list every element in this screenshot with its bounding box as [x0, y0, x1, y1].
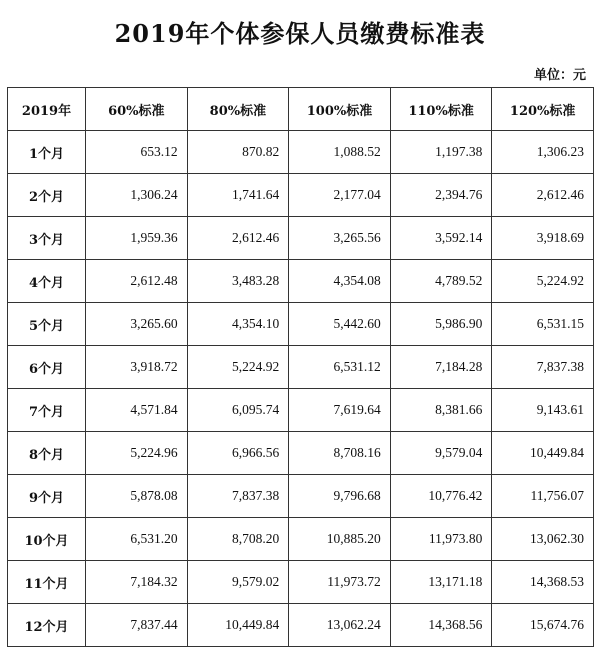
- column-header: 120%标准: [492, 88, 594, 131]
- table-cell: 11,756.07: [492, 475, 594, 518]
- table-cell: 3,918.72: [86, 346, 188, 389]
- table-cell: 4,354.10: [187, 303, 289, 346]
- table-cell: 8,708.20: [187, 518, 289, 561]
- table-cell: 15,674.76: [492, 604, 594, 647]
- table-cell: 6,966.56: [187, 432, 289, 475]
- table-cell: 9,143.61: [492, 389, 594, 432]
- table-cell: 2,612.48: [86, 260, 188, 303]
- table-cell: 10,449.84: [187, 604, 289, 647]
- table-row: [8, 131, 594, 174]
- column-header: 80%标准: [187, 88, 289, 131]
- table-cell: 5,986.90: [390, 303, 492, 346]
- table-cell: 4,571.84: [86, 389, 188, 432]
- table-cell: 2,394.76: [390, 174, 492, 217]
- table-cell: 5,224.92: [187, 346, 289, 389]
- table-cell: 8,381.66: [390, 389, 492, 432]
- table-cell: 9,796.68: [289, 475, 391, 518]
- row-label: 2个月: [8, 174, 86, 217]
- table-cell: 6,531.12: [289, 346, 391, 389]
- table-cell: 7,184.32: [86, 561, 188, 604]
- table-cell: 13,062.30: [492, 518, 594, 561]
- table-cell: 3,918.69: [492, 217, 594, 260]
- table-cell: 10,776.42: [390, 475, 492, 518]
- table-cell: 3,265.56: [289, 217, 391, 260]
- table-row: [8, 432, 594, 475]
- column-header: 60%标准: [86, 88, 188, 131]
- table-cell: 4,789.52: [390, 260, 492, 303]
- row-label: 11个月: [8, 561, 86, 604]
- row-label: 4个月: [8, 260, 86, 303]
- table-cell: 4,354.08: [289, 260, 391, 303]
- table-cell: 7,837.44: [86, 604, 188, 647]
- row-label: 1个月: [8, 131, 86, 174]
- table-cell: 10,449.84: [492, 432, 594, 475]
- table-cell: 2,612.46: [492, 174, 594, 217]
- table-cell: 5,442.60: [289, 303, 391, 346]
- table-cell: 6,095.74: [187, 389, 289, 432]
- row-label: 12个月: [8, 604, 86, 647]
- row-label: 8个月: [8, 432, 86, 475]
- table-row: [8, 518, 594, 561]
- table-cell: 5,224.96: [86, 432, 188, 475]
- table-cell: 13,171.18: [390, 561, 492, 604]
- row-label: 5个月: [8, 303, 86, 346]
- table-cell: 1,306.24: [86, 174, 188, 217]
- table-row: [8, 217, 594, 260]
- table-row: [8, 260, 594, 303]
- table-row: [8, 389, 594, 432]
- table-cell: 870.82: [187, 131, 289, 174]
- table-row: [8, 604, 594, 647]
- table-cell: 10,885.20: [289, 518, 391, 561]
- unit-label: 单位：元: [533, 68, 586, 83]
- table-body: [8, 131, 594, 647]
- table-row: [8, 475, 594, 518]
- table-cell: 1,088.52: [289, 131, 391, 174]
- table-cell: 1,197.38: [390, 131, 492, 174]
- table-cell: 3,592.14: [390, 217, 492, 260]
- row-label: 10个月: [8, 518, 86, 561]
- column-header: 2019年: [8, 88, 86, 131]
- table-cell: 13,062.24: [289, 604, 391, 647]
- table-header-row: [8, 88, 594, 131]
- table-cell: 3,265.60: [86, 303, 188, 346]
- row-label: 7个月: [8, 389, 86, 432]
- table-cell: 2,612.46: [187, 217, 289, 260]
- table-row: [8, 174, 594, 217]
- table-cell: 8,708.16: [289, 432, 391, 475]
- table-cell: 653.12: [86, 131, 188, 174]
- table-cell: 11,973.72: [289, 561, 391, 604]
- column-header: 100%标准: [289, 88, 391, 131]
- table-cell: 7,837.38: [187, 475, 289, 518]
- table-cell: 1,959.36: [86, 217, 188, 260]
- table-row: [8, 303, 594, 346]
- table-cell: 2,177.04: [289, 174, 391, 217]
- table-cell: 14,368.56: [390, 604, 492, 647]
- table-row: [8, 346, 594, 389]
- table-cell: 6,531.15: [492, 303, 594, 346]
- table-cell: 9,579.02: [187, 561, 289, 604]
- table-cell: 1,741.64: [187, 174, 289, 217]
- table-cell: 5,224.92: [492, 260, 594, 303]
- row-label: 3个月: [8, 217, 86, 260]
- row-label: 6个月: [8, 346, 86, 389]
- row-label: 9个月: [8, 475, 86, 518]
- table-cell: 5,878.08: [86, 475, 188, 518]
- page-title: 2019年个体参保人员缴费标准表: [114, 19, 486, 48]
- table-row: [8, 561, 594, 604]
- table-cell: 7,837.38: [492, 346, 594, 389]
- fee-standard-table: [7, 87, 594, 647]
- table-cell: 11,973.80: [390, 518, 492, 561]
- table-cell: 6,531.20: [86, 518, 188, 561]
- table-cell: 7,619.64: [289, 389, 391, 432]
- table-cell: 7,184.28: [390, 346, 492, 389]
- column-header: 110%标准: [390, 88, 492, 131]
- table-cell: 14,368.53: [492, 561, 594, 604]
- table-cell: 1,306.23: [492, 131, 594, 174]
- table-cell: 9,579.04: [390, 432, 492, 475]
- table-cell: 3,483.28: [187, 260, 289, 303]
